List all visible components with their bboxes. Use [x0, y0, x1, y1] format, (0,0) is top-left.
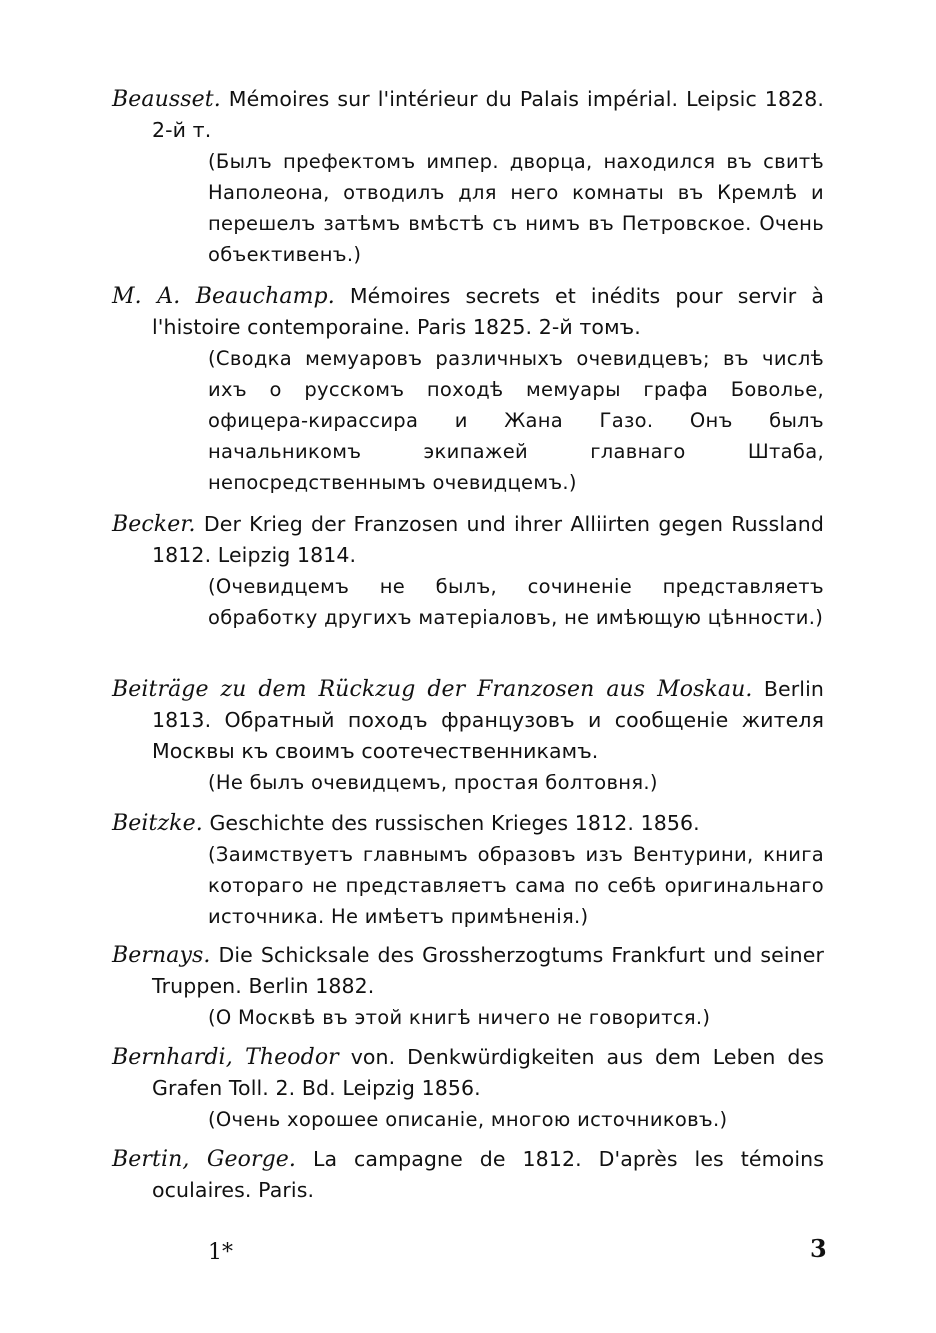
signature-mark: 1*	[208, 1240, 233, 1265]
entry-text: La campagne de 1812. D'après les témoins oculaires. Paris.	[152, 1147, 824, 1202]
entry-author: Beiträge zu dem Rückzug der Franzosen aus Moskau.	[112, 677, 753, 702]
entry-text: Berlin 1813. Обратный походъ французовъ и сообщеніе жителя Москвы къ своимъ соотечественникамъ.	[152, 677, 824, 763]
entry-text: Mémoires sur l'intérieur du Palais impérial. Leipsic 1828. 2-й т.	[152, 87, 824, 142]
entry-note: (Сводка мемуаровъ различныхъ очевидцевъ; въ числѣ ихъ о русскомъ походѣ мемуары графа Боволье, офицера-кирассира и Жана Газо. Онъ былъ начальникомъ экипажей главнаго Штаба, непосредственнымъ очевидцемъ.)	[208, 347, 824, 494]
entry-citation	[112, 1042, 824, 1104]
bibliography-entry	[112, 808, 824, 932]
bibliography-entry	[112, 674, 824, 798]
bibliography-entry	[112, 509, 824, 633]
entry-note: (Заимствуетъ главнымъ образовъ изъ Вентурини, книга котораго не представляетъ сама по себѣ оригинальнаго источника. Не имѣетъ примѣненія.)	[208, 843, 824, 928]
entry-citation	[112, 1144, 824, 1206]
entry-author: Bertin, George.	[112, 1147, 296, 1172]
bibliography-entry	[112, 1144, 824, 1206]
entry-note: (О Москвѣ въ этой книгѣ ничего не говорится.)	[208, 1006, 711, 1029]
entry-author: M. A. Beauchamp.	[112, 284, 335, 309]
entry-citation	[112, 674, 824, 767]
entry-citation	[112, 940, 824, 1002]
bibliography-entry	[112, 281, 824, 498]
entry-author: Becker.	[112, 512, 196, 537]
entry-citation	[112, 84, 824, 146]
bibliography-entry	[112, 84, 824, 270]
entry-text: von. Denkwürdigkeiten aus dem Leben des Grafen Toll. 2. Bd. Leipzig 1856.	[152, 1045, 824, 1100]
entry-note: (Очевидцемъ не былъ, сочиненіе представляетъ обработку другихъ матеріаловъ, не имѣющую цѣнности.)	[208, 575, 824, 629]
entry-text: Die Schicksale des Grossherzogtums Frankfurt und seiner Truppen. Berlin 1882.	[152, 943, 824, 998]
entry-author: Bernays.	[112, 943, 211, 968]
entry-note: (Не былъ очевидцемъ, простая болтовня.)	[208, 771, 658, 794]
entry-note: (Очень хорошее описаніе, многою источниковъ.)	[208, 1108, 728, 1131]
page-number: 3	[810, 1234, 827, 1263]
entry-text: Mémoires secrets et inédits pour servir à l'histoire contemporaine. Paris 1825. 2-й томъ.	[152, 284, 824, 339]
entry-author: Beitzke.	[112, 811, 203, 836]
entry-citation	[112, 509, 824, 571]
entry-citation	[112, 281, 824, 343]
bibliography-entry	[112, 940, 824, 1033]
entry-author: Bernhardi, Theodor	[112, 1045, 339, 1070]
entry-citation	[112, 808, 824, 839]
entry-author: Beausset.	[112, 87, 221, 112]
entry-note: (Былъ префектомъ импер. дворца, находился въ свитѣ Наполеона, отводилъ для него комнаты въ Кремлѣ и перешелъ затѣмъ вмѣстѣ съ нимъ въ Петровское. Очень объективенъ.)	[208, 150, 824, 266]
entry-text: Der Krieg der Franzosen und ihrer Alliirten gegen Russland 1812. Leipzig 1814.	[152, 512, 824, 567]
bibliography-entry	[112, 1042, 824, 1135]
entry-text: Geschichte des russischen Krieges 1812. 1856.	[209, 811, 700, 835]
